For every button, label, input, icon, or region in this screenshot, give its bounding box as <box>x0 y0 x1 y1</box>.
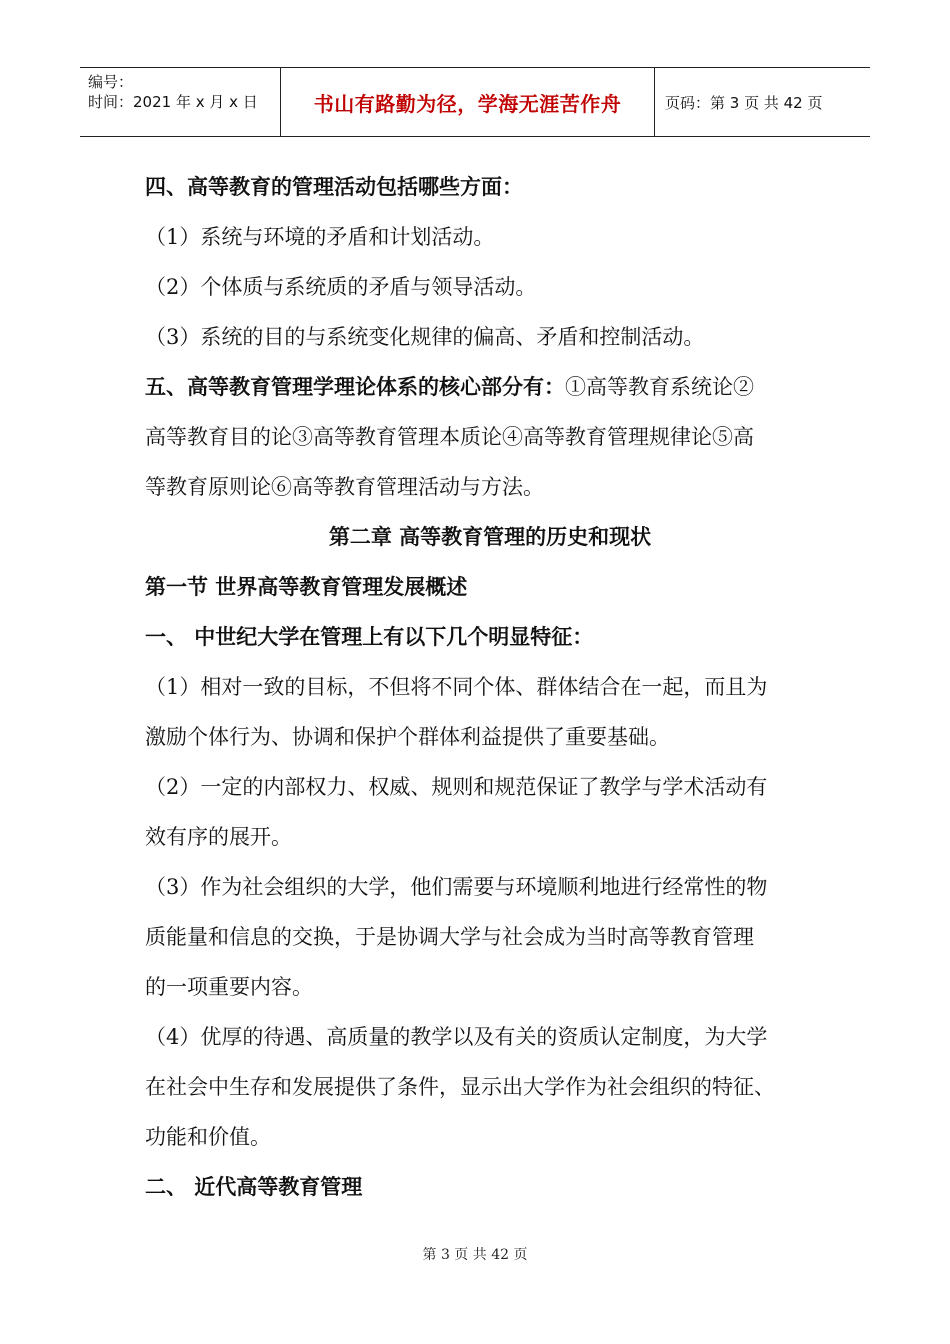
paragraph-line: 质能量和信息的交换，于是协调大学与社会成为当时高等教育管理 <box>145 925 754 949</box>
paragraph-five <box>145 362 835 412</box>
paragraph-line: （3）作为社会组织的大学，他们需要与环境顺利地进行经常性的物 <box>145 875 768 899</box>
heading-one: 一、 中世纪大学在管理上有以下几个明显特征： <box>145 624 594 649</box>
header-meta <box>80 68 281 136</box>
list-item: （2）个体质与系统质的矛盾与领导活动。 <box>145 275 537 299</box>
paragraph-line: 高等教育目的论③高等教育管理本质论④高等教育管理规律论⑤高 <box>145 425 754 449</box>
header-page-info: 页码：第 3 页 共 42 页 <box>665 93 823 112</box>
list-item: （3）系统的目的与系统变化规律的偏高、矛盾和控制活动。 <box>145 325 705 349</box>
paragraph-line: （4）优厚的待遇、高质量的教学以及有关的资质认定制度，为大学 <box>145 1025 768 1049</box>
heading-two: 二、 近代高等教育管理 <box>145 1174 363 1199</box>
paragraph-line: 的一项重要内容。 <box>145 975 313 999</box>
paragraph-line: （1）相对一致的目标，不但将不同个体、群体结合在一起，而且为 <box>145 675 768 699</box>
paragraph-line: 功能和价值。 <box>145 1125 271 1149</box>
document-body <box>145 162 835 1212</box>
heading-five: 五、高等教育管理学理论体系的核心部分有： <box>145 374 565 399</box>
doc-date: 时间：2021 年 x 月 x 日 <box>88 93 258 111</box>
doc-number: 编号： <box>88 73 134 91</box>
chapter-title: 第二章 高等教育管理的历史和现状 <box>328 524 652 549</box>
page-footer: 第 3 页 共 42 页 <box>422 1247 528 1263</box>
paragraph-text: ①高等教育系统论② <box>565 375 754 399</box>
page-header <box>80 67 870 137</box>
paragraph-line: 等教育原则论⑥高等教育管理活动与方法。 <box>145 475 544 499</box>
header-motto: 书山有路勤为径，学海无涯苦作舟 <box>281 68 655 136</box>
section-title: 第一节 世界高等教育管理发展概述 <box>145 574 468 599</box>
paragraph-line: 在社会中生存和发展提供了条件，显示出大学作为社会组织的特征、 <box>145 1075 775 1099</box>
paragraph-line: （2）一定的内部权力、权威、规则和规范保证了教学与学术活动有 <box>145 775 768 799</box>
heading-four: 四、高等教育的管理活动包括哪些方面： <box>145 174 523 199</box>
paragraph-line: 激励个体行为、协调和保护个群体利益提供了重要基础。 <box>145 725 670 749</box>
list-item: （1）系统与环境的矛盾和计划活动。 <box>145 225 495 249</box>
paragraph-line: 效有序的展开。 <box>145 825 292 849</box>
